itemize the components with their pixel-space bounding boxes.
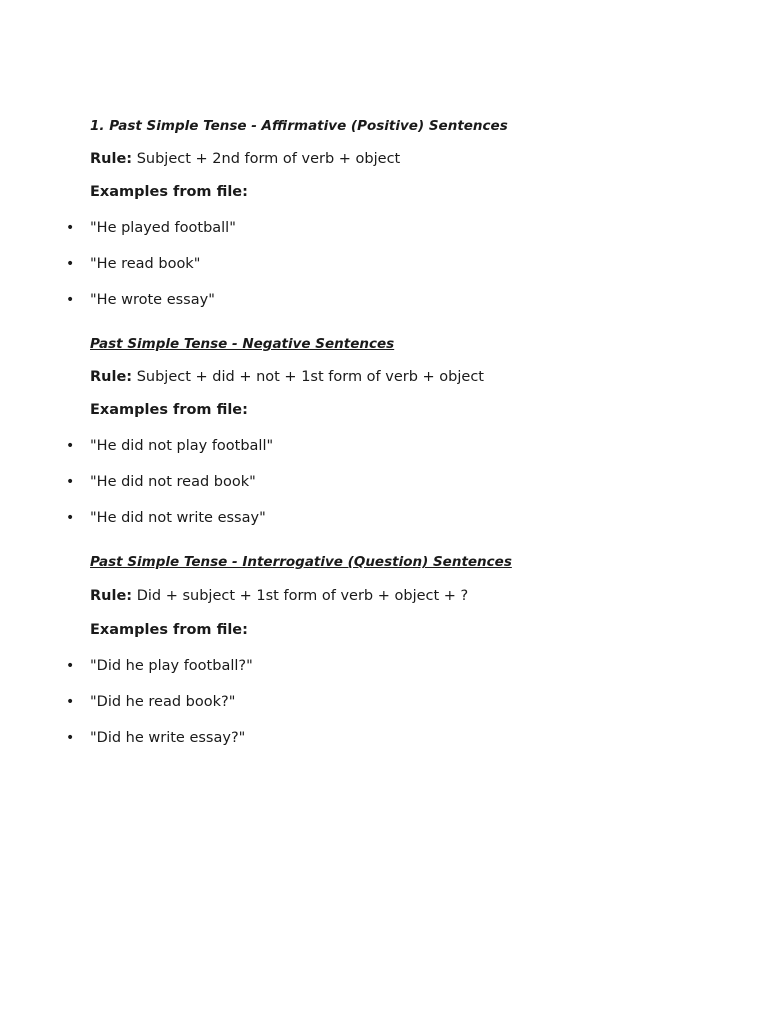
example-text: "Did he write essay?"	[90, 730, 246, 746]
section-heading: Past Simple Tense - Interrogative (Question) Sentences	[90, 554, 512, 570]
list-item	[0, 474, 768, 494]
examples-label: Examples from file:	[90, 184, 248, 200]
rule-label: Rule:	[90, 151, 133, 167]
bullet-icon: •	[66, 474, 75, 490]
bullet-icon: •	[66, 658, 75, 674]
examples-label: Examples from file:	[90, 402, 248, 418]
rule-text: Did + subject + 1st form of verb + object + ?	[136, 588, 469, 604]
rule-label: Rule:	[90, 588, 133, 604]
rule-line	[90, 151, 400, 167]
list-item	[0, 730, 768, 750]
bullet-icon: •	[66, 694, 75, 710]
bullet-icon: •	[66, 438, 75, 454]
rule-text: Subject + did + not + 1st form of verb + object	[136, 369, 484, 385]
rule-label: Rule:	[90, 369, 133, 385]
section-heading: 1. Past Simple Tense - Affirmative (Positive) Sentences	[90, 118, 508, 134]
rule-text: Subject + 2nd form of verb + object	[136, 151, 401, 167]
example-text: "Did he read book?"	[90, 694, 236, 710]
examples-label: Examples from file:	[90, 622, 248, 638]
rule-line	[90, 369, 484, 385]
example-text: "He did not write essay"	[90, 510, 266, 526]
bullet-icon: •	[66, 510, 75, 526]
bullet-icon: •	[66, 256, 75, 272]
list-item	[0, 694, 768, 714]
bullet-icon: •	[66, 220, 75, 236]
list-item	[0, 256, 768, 276]
example-text: "He wrote essay"	[90, 292, 215, 308]
list-item	[0, 658, 768, 678]
section-heading: Past Simple Tense - Negative Sentences	[90, 336, 395, 352]
example-text: "He did not read book"	[90, 474, 256, 490]
rule-line	[90, 588, 468, 604]
example-text: "Did he play football?"	[90, 658, 253, 674]
example-text: "He did not play football"	[90, 438, 274, 454]
example-text: "He played football"	[90, 220, 236, 236]
example-text: "He read book"	[90, 256, 201, 272]
list-item	[0, 438, 768, 458]
list-item	[0, 220, 768, 240]
list-item	[0, 510, 768, 530]
list-item	[0, 292, 768, 312]
bullet-icon: •	[66, 730, 75, 746]
bullet-icon: •	[66, 292, 75, 308]
